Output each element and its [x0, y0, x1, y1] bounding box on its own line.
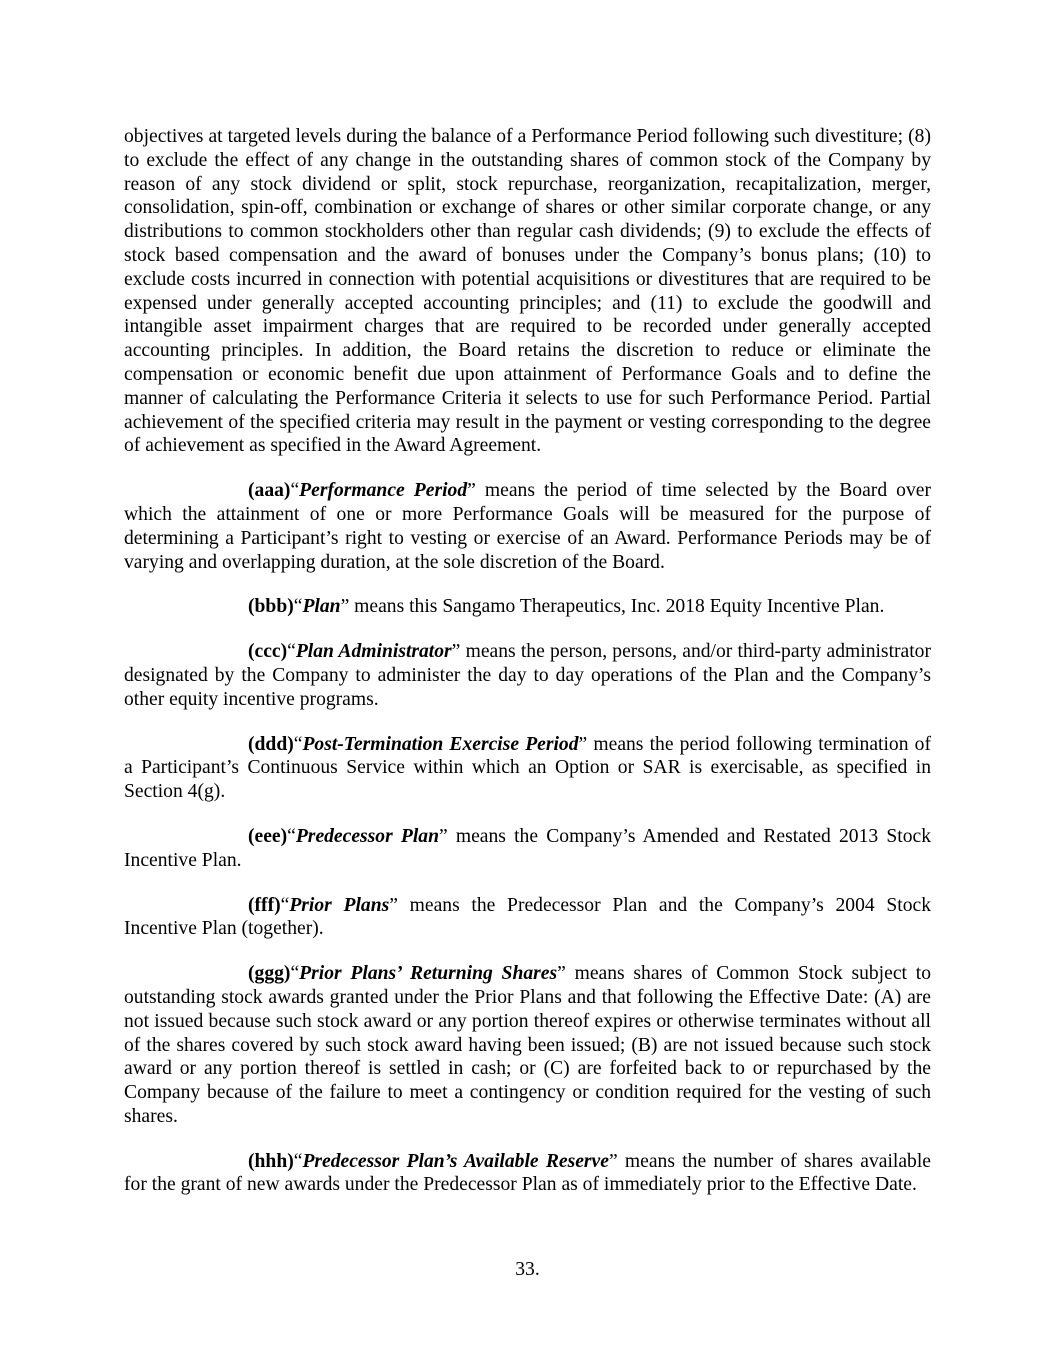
definition-fff — [124, 894, 931, 942]
defined-term: Post-Termination Exercise Period — [302, 733, 579, 755]
definition-bbb — [124, 595, 931, 619]
close-quote: ” — [389, 894, 398, 916]
definition-label: (eee) — [248, 825, 288, 847]
definition-eee — [124, 825, 931, 873]
intro-paragraph: objectives at targeted levels during the balance of a Performance Period following such divestiture; (8) to exclude the effect of any change in the outstanding shares of common stock of the Company by reason of any stock dividend or split, stock repurchase, reorganization, recapitalization, merger, consolidation, spin-off, combination or exchange of shares or other similar corporate change, or any distributions to common stockholders other than regular cash dividends; (9) to exclude the effects of stock based compensation and the award of bonuses under the Company’s bonus plans; (10) to exclude costs incurred in connection with potential acquisitions or divestitures that are required to be expensed under generally accepted accounting principles; and (11) to exclude the goodwill and intangible asset impairment charges that are required to be recorded under generally accepted accounting principles. In addition, the Board retains the discretion to reduce or eliminate the compensation or economic benefit due upon attainment of Performance Goals and to define the manner of calculating the Performance Criteria it selects to use for such Performance Period. Partial achievement of the specified criteria may result in the payment or vesting corresponding to the degree of achievement as specified in the Award Agreement. — [124, 126, 931, 457]
page-number: 33. — [515, 1259, 540, 1280]
definition-ggg — [124, 962, 931, 1129]
definition-label: (fff) — [248, 894, 281, 916]
document-body — [124, 125, 931, 1218]
definition-label: (ddd) — [248, 733, 294, 755]
definition-text: means the period of time selected by the Board over which the attainment of one or more Performance Goals will be measured for the purpose of determining a Participant’s right to vesting or exercise of an Award. Performance Periods may be of varying and overlapping duration, at the sole discretion of the Board. — [124, 480, 931, 573]
definition-label: (ggg) — [248, 963, 291, 985]
definition-ccc — [124, 640, 931, 711]
open-quote: “ — [280, 894, 290, 916]
definition-text: means the period following termination of a Participant’s Continuous Service within which an Option or SAR is exercisable, as specified in Section 4(g). — [124, 733, 931, 803]
definition-hhh — [124, 1150, 931, 1198]
close-quote: ” — [451, 641, 461, 663]
close-quote: ” — [578, 733, 588, 755]
definition-label: (bbb) — [248, 596, 294, 618]
open-quote: “ — [290, 480, 300, 502]
open-quote: “ — [293, 1150, 303, 1172]
open-quote: “ — [293, 733, 303, 755]
open-quote: “ — [287, 825, 296, 847]
defined-term: Predecessor Plan — [295, 825, 439, 847]
definition-text: means the Company’s Amended and Restated 2013 Stock Incentive Plan. — [124, 825, 931, 871]
defined-term: Plan Administrator — [295, 641, 452, 663]
definition-text: means shares of Common Stock subject to outstanding stock awards granted under the Prior Plans and that following the Effective Date: (A) are not issued because such stock award or any portion thereof expires or otherwise terminates without all of the shares covered by such stock award having been issued; (B) are not issued because such stock award or any portion thereof is settled in cash; or (C) are forfeited back to or repurchased by the Company because of the failure to meet a contingency or condition required for the vesting of such shares. — [124, 963, 931, 1127]
definition-text: means the person, persons, and/or third-party administrator designated by the Company to administer the day to day operations of the Plan and the Company’s other equity incentive programs. — [124, 641, 931, 710]
open-quote: “ — [293, 596, 303, 618]
definition-label: (hhh) — [248, 1150, 294, 1172]
close-quote: ” — [557, 963, 566, 985]
defined-term: Plan — [302, 596, 341, 618]
definition-text: means this Sangamo Therapeutics, Inc. 2018 Equity Incentive Plan. — [349, 596, 885, 618]
definition-text: means the Predecessor Plan and the Company’s 2004 Stock Incentive Plan (together). — [124, 894, 931, 940]
defined-term: Predecessor Plan’s Available Reserve — [302, 1150, 609, 1172]
open-quote: “ — [287, 641, 296, 663]
definition-aaa — [124, 479, 931, 574]
defined-term: Performance Period — [299, 480, 468, 502]
definition-ddd — [124, 733, 931, 804]
close-quote: ” — [608, 1150, 618, 1172]
defined-term: Prior Plans — [289, 894, 390, 916]
close-quote: ” — [438, 825, 448, 847]
open-quote: “ — [290, 963, 300, 985]
close-quote: ” — [340, 596, 350, 618]
close-quote: ” — [467, 480, 476, 502]
defined-term: Prior Plans’ Returning Shares — [299, 963, 558, 985]
definition-label: (aaa) — [248, 480, 291, 502]
definition-text: means the number of shares available for the grant of new awards under the Predecessor Plan as of immediately prior to the Effective Date. — [124, 1150, 931, 1196]
definition-label: (ccc) — [248, 641, 288, 663]
